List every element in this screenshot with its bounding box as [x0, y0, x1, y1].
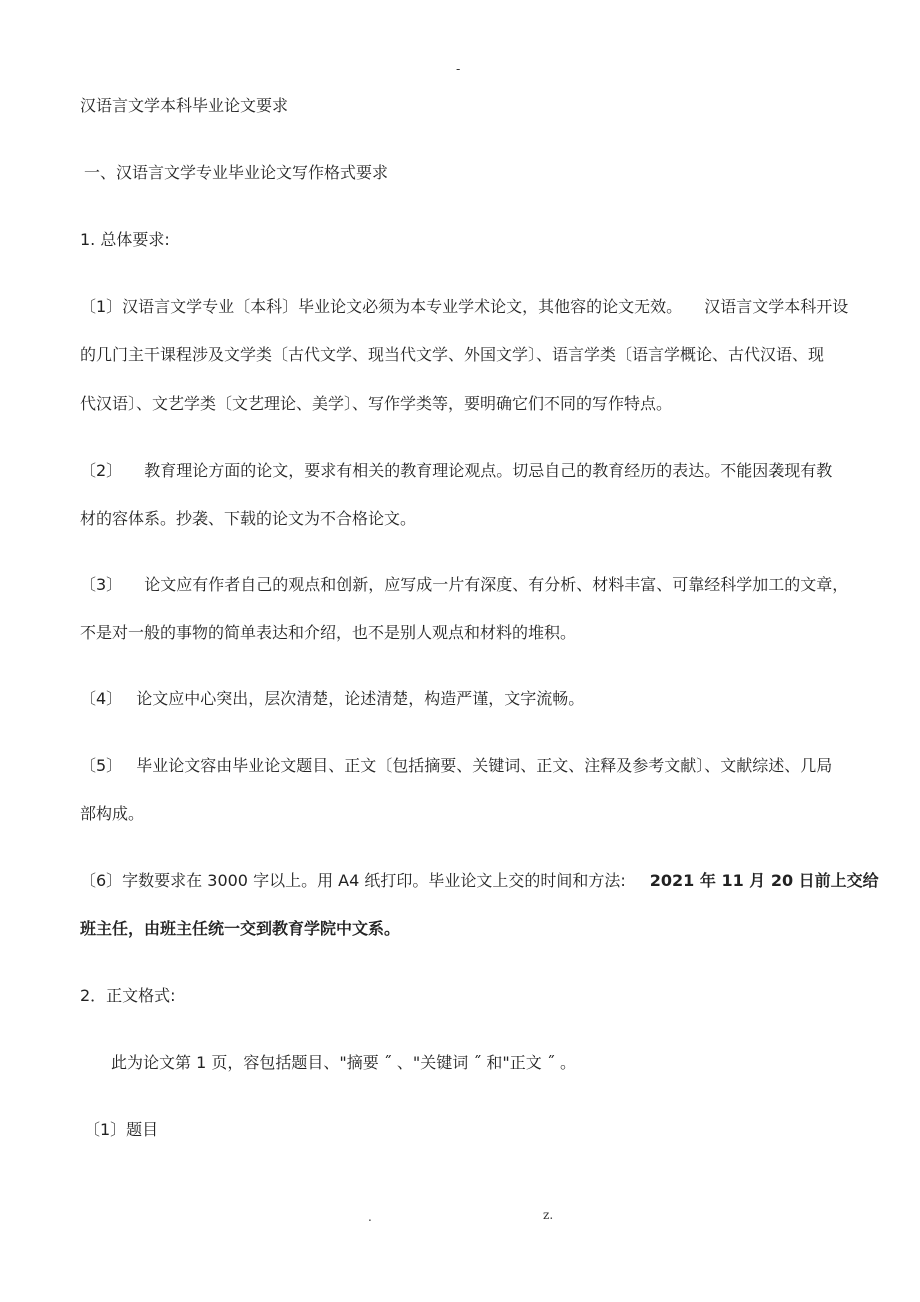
- paragraph-1-line-1b: 汉语言文学本科开设: [704, 297, 849, 316]
- paragraph-1-line-1: [80, 297, 848, 317]
- paragraph-4-number: 〔4〕: [80, 689, 123, 708]
- subsection-heading-1: 1. 总体要求:: [80, 230, 170, 249]
- document-title: 汉语言文学本科毕业论文要求: [80, 96, 289, 115]
- paragraph-3-number: 〔3〕: [80, 575, 123, 594]
- paragraph-2-text-1: 教育理论方面的论文，要求有相关的教育理论观点。切忌自己的教育经历的表达。不能因袭现有教: [144, 461, 833, 480]
- subsection-heading-3: 〔1〕题目: [84, 1120, 159, 1139]
- footer-page-mark: z.: [543, 1208, 554, 1222]
- paragraph-1-line-2: 的几门主干课程涉及文学类〔古代文学、现当代文学、外国文学〕、语言学类〔语言学概论、古代汉语、现: [80, 345, 825, 364]
- footer-dot: .: [368, 1210, 372, 1224]
- paragraph-2-number: 〔2〕: [80, 461, 123, 480]
- paragraph-5-line-1: [80, 756, 832, 776]
- section-heading-1: 一、汉语言文学专业毕业论文写作格式要求: [84, 163, 389, 182]
- paragraph-1-line-1a: 〔1〕汉语言文学专业〔本科〕毕业论文必须为本专业学术论文，其他容的论文无效。: [80, 297, 683, 316]
- paragraph-4-text-1: 论文应中心突出，层次清楚，论述清楚，构造严谨，文字流畅。: [136, 689, 585, 708]
- paragraph-1-line-3: 代汉语〕、文艺学类〔文艺理论、美学〕、写作学类等，要明确它们不同的写作特点。: [80, 394, 673, 413]
- paragraph-6-line-1: [80, 871, 879, 891]
- paragraph-2-line-2: 材的容体系。抄袭、下载的论文为不合格论文。: [80, 509, 417, 528]
- paragraph-6-line-2: 班主任，由班主任统一交到教育学院中文系。: [80, 919, 401, 938]
- paragraph-3-text-1: 论文应有作者自己的观点和创新，应写成一片有深度、有分析、材料丰富、可靠经科学加工的文章，: [144, 575, 849, 594]
- paragraph-4-line-1: [80, 689, 584, 709]
- paragraph-5-line-2: 部构成。: [80, 804, 145, 823]
- paragraph-3-line-1: [80, 575, 848, 595]
- paragraph-6-text-1a: 〔6〕字数要求在 3000 字以上。用 A4 纸打印。毕业论文上交的时间和方法:: [80, 871, 626, 890]
- paragraph-5-text-1: 毕业论文容由毕业论文题目、正文〔包括摘要、关键词、正文、注释及参考文献〕、文献综述、几局: [136, 756, 833, 775]
- header-mark: -: [456, 62, 461, 76]
- paragraph-2-line-1: [80, 461, 832, 481]
- paragraph-5-number: 〔5〕: [80, 756, 123, 775]
- paragraph-7: 此为论文第 1 页，容包括题目、"摘要 ˝ 、"关键词 ˝ 和"正文 ˝ 。: [111, 1053, 576, 1072]
- paragraph-3-line-2: 不是对一般的事物的简单表达和介绍，也不是别人观点和材料的堆积。: [80, 623, 577, 642]
- paragraph-6-deadline: 2021 年 11 月 20 日前上交给: [649, 871, 879, 890]
- subsection-heading-2: 2．正文格式:: [80, 986, 176, 1005]
